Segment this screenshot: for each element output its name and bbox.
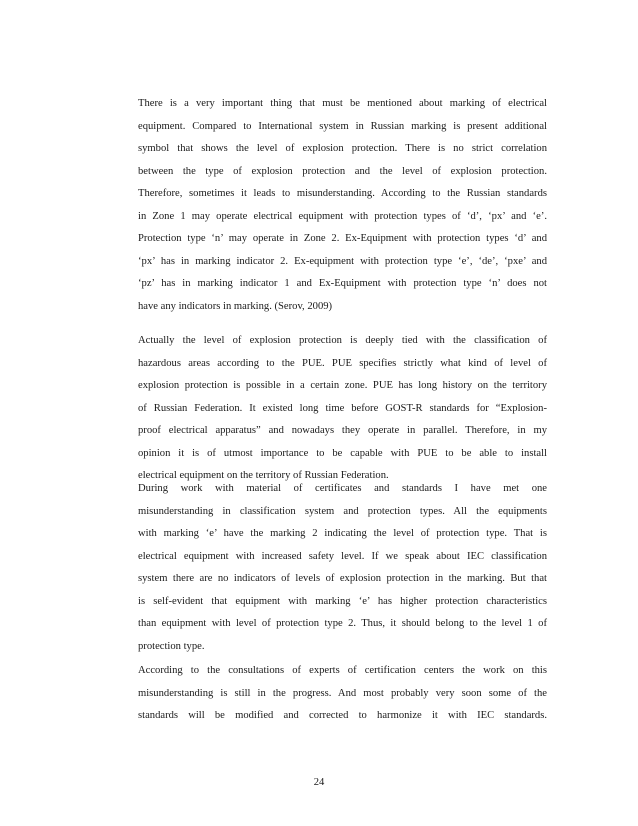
paragraph-line: ‘pz’ has in marking indicator 1 and Ex-Equipment with protection type ‘n’ does not: [138, 278, 547, 289]
paragraph-line: have any indicators in marking. (Serov, 2009): [138, 300, 333, 312]
paragraph-3: [138, 478, 547, 658]
paragraph-line: misunderstanding is still in the progress. And most probably very soon some of the: [138, 687, 547, 699]
paragraph-line: During work with material of certificates and standards I have met one: [138, 483, 547, 494]
paragraph-4: [138, 660, 547, 728]
paragraph-line: system there are no indicators of levels of explosion protection in the marking. But that: [138, 573, 547, 584]
paragraph-line: ‘px’ has in marking indicator 2. Ex-equipment with protection type ‘e’, ‘de’, ‘pxe’ and: [138, 255, 547, 267]
paragraph-line: Actually the level of explosion protection is deeply tied with the classification of: [138, 335, 547, 346]
paragraph-line: in Zone 1 may operate electrical equipment with protection types of ‘d’, ‘px’ and ‘e’.: [138, 210, 547, 222]
paragraph-line: symbol that shows the level of explosion protection. There is no strict correlation: [138, 143, 547, 154]
paragraph-line: of Russian Federation. It existed long time before GOST-R standards for “Explosion-: [138, 402, 547, 414]
paragraph-line: According to the consultations of experts of certification centers the work on this: [138, 665, 547, 676]
paragraph-line: There is a very important thing that must be mentioned about marking of electrical: [138, 98, 547, 109]
paragraph-line: equipment. Compared to International system in Russian marking is present additional: [138, 120, 547, 132]
paragraph-line: hazardous areas according to the PUE. PUE specifies strictly what kind of level of: [138, 357, 547, 369]
paragraph-line: Protection type ‘n’ may operate in Zone 2. Ex-Equipment with protection types ‘d’ and: [138, 233, 547, 244]
paragraph-2: [138, 330, 547, 488]
paragraph-line: opinion it is of utmost importance to be capable with PUE to be able to install: [138, 447, 547, 459]
paragraph-line: Therefore, sometimes it leads to misunderstanding. According to the Russian standards: [138, 188, 547, 199]
paragraph-line: with marking ‘e’ have the marking 2 indicating the level of protection type. That is: [138, 528, 547, 539]
paragraph-line: than equipment with level of protection type 2. Thus, it should belong to the level 1 of: [138, 618, 547, 629]
paragraph-line: electrical equipment with increased safety level. If we speak about IEC classification: [138, 550, 547, 562]
paragraph-1: [138, 93, 547, 318]
paragraph-line: is self-evident that equipment with marking ‘e’ has higher protection characteristics: [138, 595, 547, 607]
paragraph-line: misunderstanding in classification system and protection types. All the equipments: [138, 505, 547, 517]
paragraph-line: between the type of explosion protection and the level of explosion protection.: [138, 165, 547, 177]
paragraph-line: standards will be modified and corrected to harmonize it with IEC standards.: [138, 710, 547, 721]
paragraph-line: proof electrical apparatus” and nowadays they operate in parallel. Therefore, in my: [138, 425, 547, 436]
paragraph-line: electrical equipment on the territory of Russian Federation.: [138, 470, 389, 481]
page-number: 24: [313, 777, 325, 788]
paragraph-line: explosion protection is possible in a certain zone. PUE has long history on the territory: [138, 380, 547, 391]
paragraph-line: protection type.: [138, 640, 205, 652]
